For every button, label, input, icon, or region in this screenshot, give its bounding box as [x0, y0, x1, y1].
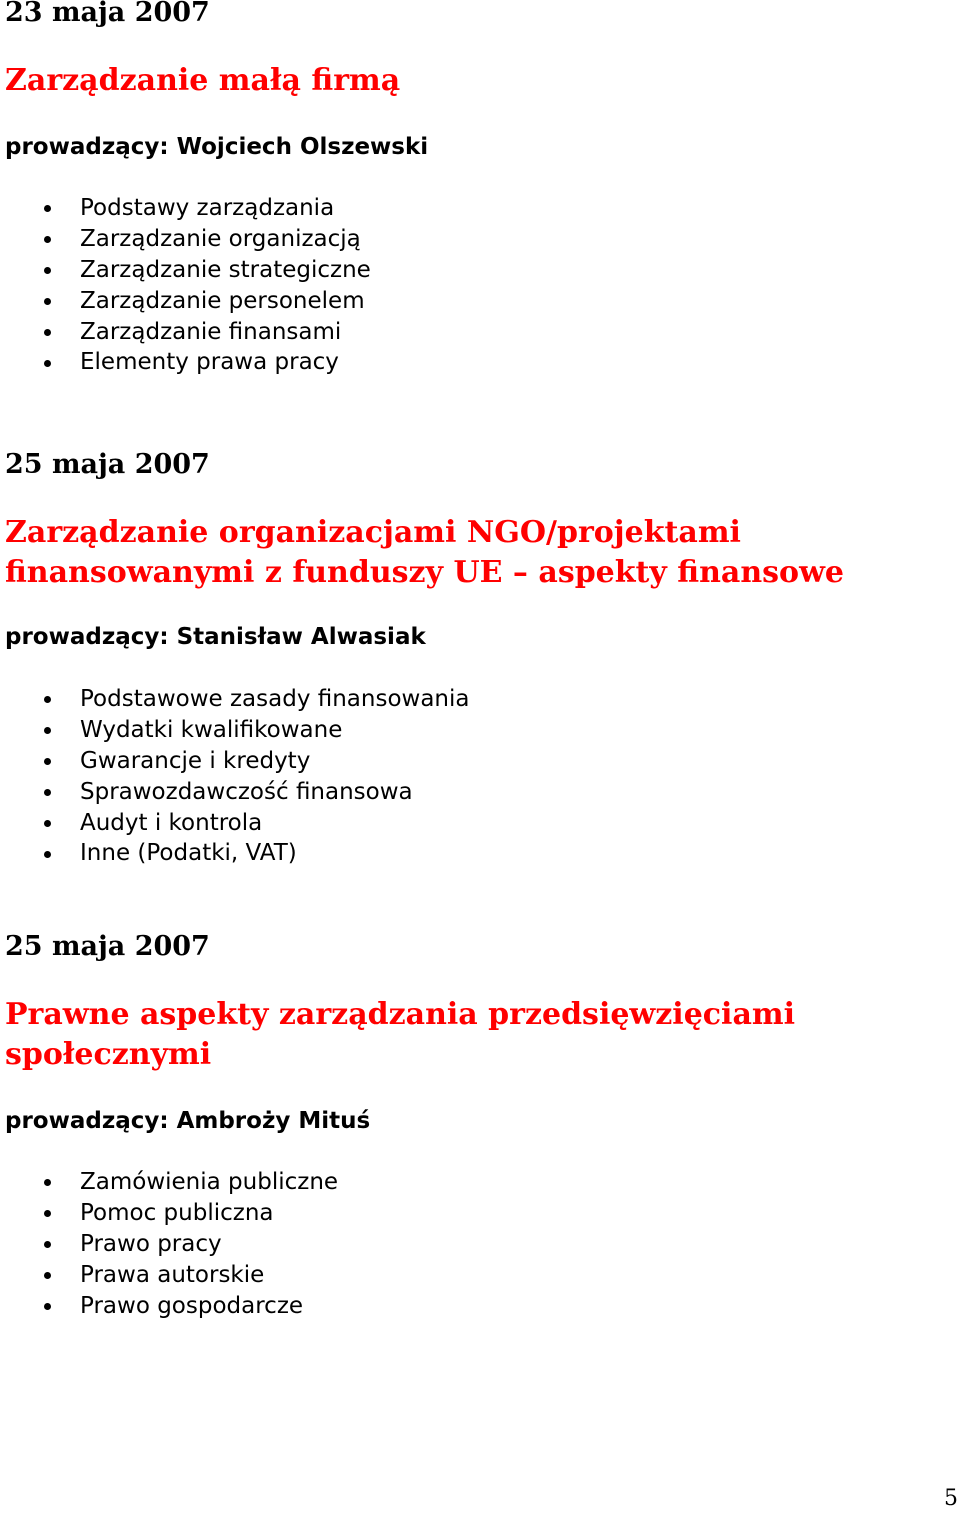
topic-label: Audyt i kontrola — [80, 809, 263, 836]
bullet-icon — [44, 236, 51, 243]
bullet-icon — [44, 851, 51, 858]
topic-label: Inne (Podatki, VAT) — [80, 840, 297, 867]
list-item — [0, 808, 470, 839]
list-item — [0, 347, 371, 378]
bullet-icon — [44, 758, 51, 765]
topic-list — [0, 1167, 338, 1321]
list-item — [0, 1260, 338, 1291]
topic-label: Wydatki kwalifikowane — [80, 716, 343, 743]
bullet-icon — [44, 1272, 51, 1279]
topic-label: Zarządzanie strategiczne — [80, 256, 371, 283]
list-item — [0, 317, 371, 348]
topic-label: Zarządzanie organizacją — [80, 225, 361, 252]
session-title: Zarządzanie organizacjami NGO/projektami finansowanymi z funduszy UE – aspekty finansowe — [5, 515, 844, 590]
topic-label: Podstawy zarządzania — [80, 195, 335, 221]
topic-label: Gwarancje i kredyty — [80, 747, 311, 774]
topic-label: Zarządzanie personelem — [80, 287, 365, 314]
topic-label: Sprawozdawczość finansowa — [80, 778, 413, 805]
bullet-icon — [44, 1241, 51, 1248]
list-item — [0, 715, 470, 746]
topic-label: Zamówienia publiczne — [80, 1169, 339, 1195]
list-item — [0, 684, 470, 715]
topic-label: Pomoc publiczna — [80, 1199, 274, 1226]
bullet-icon — [44, 298, 51, 305]
bullet-icon — [44, 789, 51, 796]
bullet-icon — [44, 1303, 51, 1310]
list-item — [0, 286, 371, 317]
topic-label: Elementy prawa pracy — [80, 349, 339, 376]
list-item — [0, 255, 371, 286]
session-lecturer: prowadzący: Ambroży Mituś — [5, 1108, 371, 1134]
topic-list — [0, 193, 371, 378]
list-item — [0, 193, 371, 224]
bullet-icon — [44, 205, 51, 212]
bullet-icon — [44, 1210, 51, 1217]
session-date: 25 maja 2007 — [5, 449, 210, 480]
bullet-icon — [44, 820, 51, 827]
session-title: Zarządzanie małą firmą — [5, 63, 401, 98]
session-lecturer: prowadzący: Stanisław Alwasiak — [5, 624, 426, 650]
topic-label: Podstawowe zasady finansowania — [80, 686, 470, 712]
topic-label: Prawo pracy — [80, 1230, 222, 1257]
topic-label: Zarządzanie finansami — [80, 318, 342, 345]
topic-label: Prawa autorskie — [80, 1261, 265, 1288]
bullet-icon — [44, 267, 51, 274]
list-item — [0, 1198, 338, 1229]
bullet-icon — [44, 329, 51, 336]
session-lecturer: prowadzący: Wojciech Olszewski — [5, 134, 429, 160]
list-item — [0, 224, 371, 255]
page-number: 5 — [944, 1486, 958, 1511]
list-item — [0, 777, 470, 808]
topic-label: Prawo gospodarcze — [80, 1292, 304, 1319]
session-date: 23 maja 2007 — [5, 0, 210, 28]
bullet-icon — [44, 727, 51, 734]
topic-list — [0, 684, 470, 869]
session-title: Prawne aspekty zarządzania przedsięwzięciami społecznymi — [5, 997, 796, 1072]
bullet-icon — [44, 1179, 51, 1186]
list-item — [0, 838, 470, 869]
list-item — [0, 1291, 338, 1322]
bullet-icon — [44, 360, 51, 367]
list-item — [0, 1229, 338, 1260]
bullet-icon — [44, 696, 51, 703]
session-date: 25 maja 2007 — [5, 931, 210, 962]
list-item — [0, 1167, 338, 1198]
list-item — [0, 746, 470, 777]
